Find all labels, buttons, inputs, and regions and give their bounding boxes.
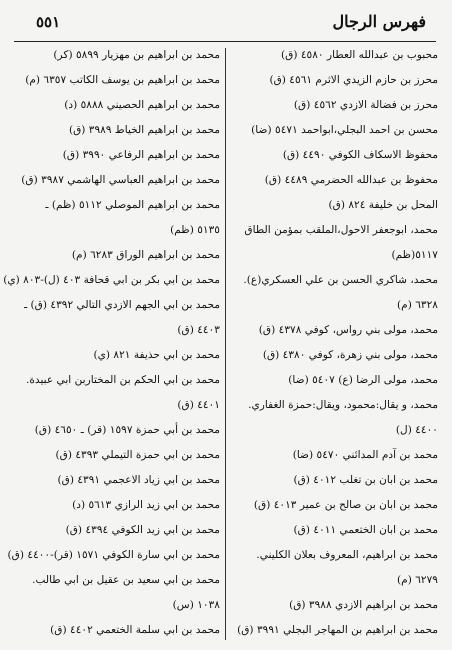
index-entry: محمد بن ابراهيم، المعروف بعلان الكليني. [256,549,438,561]
index-entry: محمد بن ابي سارة الكوفي ١٥٧١ (قر)-٤٤٠٠ (ق) [7,549,220,561]
index-entry: محمد بن ابي سعيد بن عقيل بن ابي طالب. [32,574,220,586]
index-entry: محمد بن ابراهيم الرفاعي ٣٩٩٠ (ق) [62,149,220,161]
index-entry: محمد بن ابي سلمة الختعمي ٤٤٠٢ (ق) [50,624,220,636]
index-entry: محمد بن ابي زياد الاعجمي ٤٣٩١ (ق) [57,474,220,486]
index-entry: محمد بن ابراهيم بن المهاجر البجلي ٣٩٩١ (ق) [237,624,438,636]
index-entry: محمد بن ابي بكر بن ابي قحافة ٤٠٣ (ل)-٨٠٣ (ي) [3,274,220,286]
page-header [14,8,436,42]
index-entry: محفوظ الاسكاف الكوفي ٤٤٩٠ (ق) [282,149,438,161]
index-entry: محمد بن آدم المدائني ٥٤٧٠ (ضا) [292,449,438,461]
index-entry: محمد بن ابراهيم الحصيني ٥٨٨٨ (د) [64,99,220,111]
left-column [3,48,220,640]
index-entry: محفوظ بن عبدالله الحضرمي ٤٤٨٩ (ق) [264,174,438,186]
index-entry: محمد بن ابي حمزة التيملي ٤٣٩٣ (ق) [55,449,220,461]
index-entry: محمد، شاكري الحسن بن علي العسكري(ع). [243,274,438,286]
column-divider [225,48,226,640]
index-entry: ٤٤٠٠ (ل) [395,424,438,436]
index-entry: محمد بن ابراهيم الازدي ٣٩٨٨ (ق) [289,599,438,611]
index-entry: محمد بن ابي حذيفة ٨٢١ (ي) [93,349,220,361]
index-entry: محمد بن أبي حمزة ١٥٩٧ (قر) ـ ٤٦٥٠ (ق) [34,424,220,436]
index-entry: محسن بن احمد البجلي،ابواحمد ٥٤٧١ (ضا) [251,124,438,136]
index-entry: ٦٣٢٨ (م) [397,299,438,311]
index-entry: محمد، ابوجعفر الاحول،الملقب بمؤمن الطاق [244,224,438,236]
index-entry: محمد، مولى الرضا (ع) ٥٤٠٧ (ضا) [288,374,438,386]
index-entry: محمد بن ابراهيم العباسي الهاشمي ٣٩٨٧ (ق) [21,174,220,186]
index-entry: محمد بن ابراهيم الوراق ٦٢٨٣ (م) [71,249,220,261]
index-entry: محرز بن فضالة الازدي ٤٥٦٢ (ق) [293,99,438,111]
index-entry: محمد بن ابان الختعمي ٤٠١١ (ق) [293,524,438,536]
index-entry: محمد بن ابان بن تغلب ٤٠١٢ (ق) [293,474,438,486]
index-entry: محمد بن ابراهيم بن يوسف الكاتب ٦٣٥٧ (م) [25,74,220,86]
index-entry: ٤٤٠٣ (ق) [177,324,220,336]
running-title: فهرس الرجال [332,12,426,31]
index-entry: محمد بن ابي الحكم بن المختاربن ابي عبيدة. [25,374,220,386]
index-entry: محمد بن ابي الجهم الازدي التالي ٤٣٩٢ (ق) ـ [24,299,220,311]
index-entry: محمد بن ابراهيم الخياط ٣٩٨٩ (ق) [68,124,220,136]
index-entry: محمد بن ابي زيد الرازي ٥٦١٣ (د) [72,499,220,511]
index-entry: محمد، مولى بني زهرة، كوفي ٤٣٨٠ (ق) [262,349,438,361]
index-entry: محمد بن ابراهيم الموصلي ٥١١٢ (ظم) ـ [45,199,220,211]
index-entry: محمد بن ابي زيد الكوفي ٤٣٩٤ (ق) [65,524,220,536]
index-entry: المحل بن خليفة ٨٢٤ (ق) [328,199,438,211]
index-entry: ٤٤٠١ (ق) [177,399,220,411]
index-entry: محرز بن حازم الزيدي الاثرم ٤٥٦١ (ق) [269,74,438,86]
index-columns [3,48,438,640]
page-number: ٥٥١ [36,13,61,31]
index-entry: محبوب بن عبدالله العطار ٤٥٨٠ (ق) [280,49,438,61]
index-entry: ٥١٣٥ (ظم) [170,224,220,236]
index-entry: ١٠٣٨ (س) [172,599,220,611]
index-entry: ٦٢٧٩ (م) [397,574,438,586]
right-column [232,48,438,640]
index-entry: محمد، مولى بني رواس، كوفي ٤٣٧٨ (ق) [258,324,438,336]
header-rule [14,41,436,42]
index-entry: ٥١١٧(ظم) [391,249,438,261]
index-entry: محمد، و يقال:محمود، ويقال:حمزة الغفاري. [248,399,438,411]
index-entry: محمد بن ابراهيم بن مهزيار ٥٨٩٩ (كر) [53,49,220,61]
index-entry: محمد بن ابان بن صالح بن عمير ٤٠١٣ (ق) [253,499,438,511]
